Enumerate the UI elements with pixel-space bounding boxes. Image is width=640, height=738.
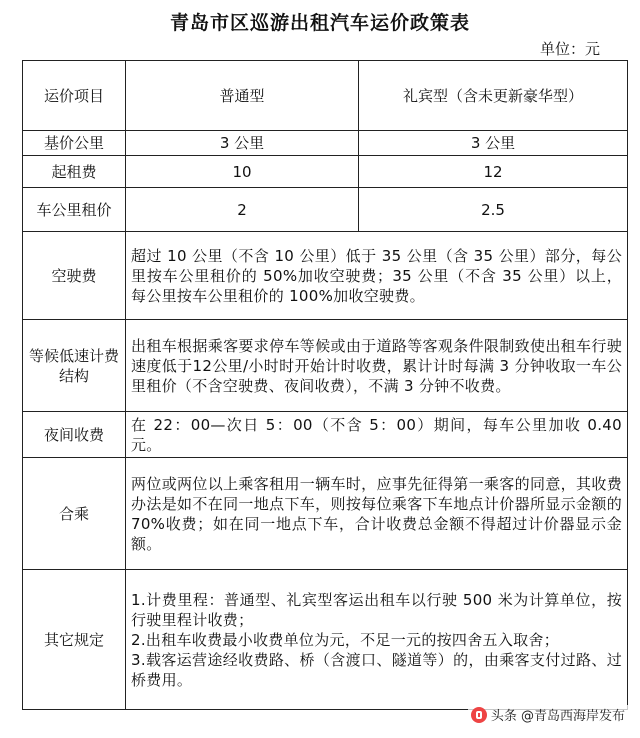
page-title: 青岛市区巡游出租汽车运价政策表 [169,12,470,34]
row-luxury-value: 12 [359,156,628,188]
watermark [468,705,628,724]
table-row [23,320,628,412]
table-row [23,131,628,156]
row-label: 起租费 [23,156,126,188]
row-label: 等候低速计费结构 [23,320,126,412]
table-row [23,232,628,320]
header-luxury: 礼宾型（含未更新豪华型） [359,61,628,131]
other-rule-item: 1.计费里程：普通型、礼宾型客运出租车以行驶 500 米为计算单位，按行驶里程计收费； [131,590,622,629]
unit-label: 单位：元 [539,40,600,58]
other-rules-cell [126,570,628,710]
row-standard-value: 10 [126,156,359,188]
row-standard-value: 2 [126,188,359,232]
other-rule-item: 2.出租车收费最小收费单位为元，不足一元的按四舍五入取舍； [131,630,560,649]
table-row [23,412,628,458]
table-row [23,188,628,232]
waiting-fee-text: 出租车根据乘客要求停车等候或由于道路等客观条件限制致使出租车行驶速度低于12公里/小时时开始计时收费，累计计时每满 3 分钟收取一车公里租价（不含空驶费、夜间收费），不满 3 分钟不收费。 [126,320,628,412]
watermark-text: 头条 @青岛西海岸发布 [490,709,625,724]
toutiao-logo-icon [471,707,487,723]
row-label: 基价公里 [23,131,126,156]
row-luxury-value: 2.5 [359,188,628,232]
table-row [23,156,628,188]
empty-fee-text: 超过 10 公里（不含 10 公里）低于 35 公里（含 35 公里）部分，每公里按车公里租价的 50%加收空驶费；35 公里（不含 35 公里）以上，每公里按车公里租价的 100%加收空驶费。 [126,232,628,320]
row-label: 空驶费 [23,232,126,320]
fare-policy-table [22,60,628,710]
table-row [23,458,628,570]
table-row [23,570,628,710]
row-standard-value: 3 公里 [126,131,359,156]
carpool-text: 两位或两位以上乘客租用一辆车时，应事先征得第一乘客的同意，其收费办法是如不在同一地点下车，则按每位乘客下车地点计价器所显示金额的 70%收费；如在同一地点下车，合计收费总金额不得超过计价器显示金额。 [126,458,628,570]
row-label: 车公里租价 [23,188,126,232]
row-label: 合乘 [23,458,126,570]
night-fee-text: 在 22：00—次日 5：00（不含 5：00）期间，每车公里加收 0.40 元。 [126,412,628,458]
other-rule-item: 3.载客运营途经收费路、桥（含渡口、隧道等）的，由乘客支付过路、过桥费用。 [131,650,622,689]
table-header-row [23,61,628,131]
row-label: 其它规定 [23,570,126,710]
row-luxury-value: 3 公里 [359,131,628,156]
header-standard: 普通型 [126,61,359,131]
header-item: 运价项目 [23,61,126,131]
row-label: 夜间收费 [23,412,126,458]
